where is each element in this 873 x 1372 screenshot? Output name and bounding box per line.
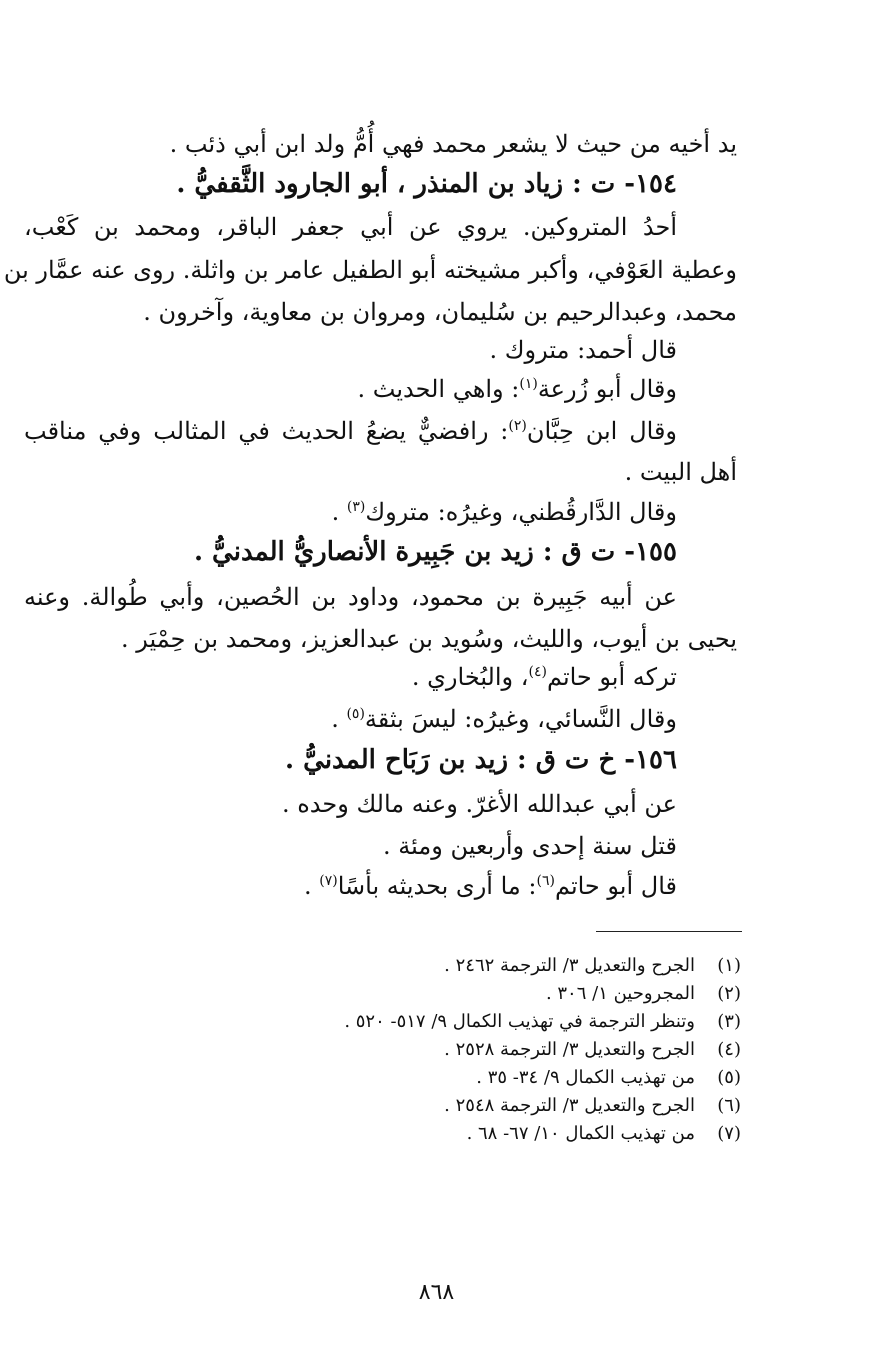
footnote-ref: (١) bbox=[519, 376, 538, 392]
text-segment: : رافضيٌّ يضعُ الحديث في المثالب وفي مناقب bbox=[24, 417, 509, 445]
footnote-text: وتنظر الترجمة في تهذيب الكمال ٩/ ٥١٧- ٥٢٠ . bbox=[344, 1011, 695, 1032]
footnote-ref: (٦) bbox=[536, 873, 555, 889]
entry-heading-156: ١٥٦- خ ت ق : زيد بن رَبَاح المدنيُّ . bbox=[285, 745, 677, 775]
footnote-text: الجرح والتعديل ٣/ الترجمة ٢٥٢٨ . bbox=[444, 1039, 695, 1060]
footnote-ref: (٣) bbox=[346, 499, 366, 515]
text-segment: وقال الدَّارقُطني، وغيرُه: متروك bbox=[365, 498, 677, 526]
text-line bbox=[24, 414, 677, 448]
footnote bbox=[444, 1037, 741, 1063]
footnote-number: (٥) bbox=[717, 1067, 741, 1088]
footnote-text: الجرح والتعديل ٣/ الترجمة ٢٥٤٨ . bbox=[444, 1095, 695, 1116]
footnote-divider bbox=[596, 931, 742, 932]
text-line: يحيى بن أيوب، والليث، وسُويد بن عبدالعزيز، ومحمد بن حِمْيَر . bbox=[121, 625, 737, 653]
text-segment: وقال أبو زُرعة bbox=[537, 375, 677, 403]
text-segment: . bbox=[331, 498, 347, 526]
footnote-text: المجروحين ١/ ٣٠٦ . bbox=[545, 983, 695, 1004]
footnote bbox=[344, 1009, 741, 1035]
text-segment: ، والبُخاري . bbox=[411, 663, 529, 691]
entry-heading-154: ١٥٤- ت : زياد بن المنذر ، أبو الجارود الثَّقفيُّ . bbox=[176, 169, 677, 199]
footnote-number: (٢) bbox=[717, 983, 741, 1004]
footnote-ref: (٢) bbox=[508, 418, 527, 434]
text-line: وعطية العَوْفي، وأكبر مشيخته أبو الطفيل عامر بن واثلة. روى عنه عمَّار بن bbox=[3, 256, 737, 284]
text-segment: تركه أبو حاتم bbox=[546, 663, 677, 691]
text-line: يد أخيه من حيث لا يشعر محمد فهي أُمُّ ولد ابن أبي ذئب . bbox=[169, 130, 737, 158]
text-segment: . bbox=[331, 705, 347, 733]
footnote-text: الجرح والتعديل ٣/ الترجمة ٢٤٦٢ . bbox=[444, 955, 695, 976]
footnote-ref: (٥) bbox=[346, 706, 365, 722]
text-segment: قال أبو حاتم bbox=[554, 872, 677, 900]
page-number: ٨٦٨ bbox=[418, 1280, 455, 1305]
text-segment: : واهي الحديث . bbox=[357, 375, 520, 403]
text-line: عن أبيه جَبِيرة بن محمود، وداود بن الحُصين، وأبي طُوالة. وعنه bbox=[24, 583, 677, 611]
text-line: أهل البيت . bbox=[624, 458, 737, 486]
text-line bbox=[412, 660, 677, 694]
footnote bbox=[546, 981, 741, 1007]
footnote bbox=[467, 1121, 741, 1147]
text-segment: وقال ابن حِبَّان bbox=[526, 417, 678, 445]
footnote bbox=[444, 953, 741, 979]
footnote-number: (٦) bbox=[717, 1095, 741, 1116]
text-line bbox=[358, 372, 678, 406]
text-line: محمد، وعبدالرحيم بن سُليمان، ومروان بن معاوية، وآخرون . bbox=[143, 298, 737, 326]
entry-heading-155: ١٥٥- ت ق : زيد بن جَبِيرة الأنصاريُّ المدنيُّ . bbox=[193, 537, 677, 567]
text-segment: : ما أرى بحديثه بأسًا bbox=[337, 872, 537, 900]
footnote-number: (٧) bbox=[717, 1123, 741, 1144]
text-line: قتل سنة إحدى وأربعين ومئة . bbox=[383, 832, 677, 860]
text-line: عن أبي عبدالله الأغرّ. وعنه مالك وحده . bbox=[281, 790, 677, 818]
footnote-text: من تهذيب الكمال ١٠/ ٦٧- ٦٨ . bbox=[466, 1123, 695, 1144]
text-line bbox=[331, 702, 677, 736]
footnote-number: (٣) bbox=[717, 1011, 741, 1032]
footnote-number: (١) bbox=[717, 955, 741, 976]
footnote bbox=[444, 1093, 741, 1119]
text-line bbox=[304, 869, 677, 903]
text-segment: وقال النَّسائي، وغيرُه: ليسَ بثقة bbox=[364, 705, 677, 733]
text-line: أحدُ المتروكين. يروي عن أبي جعفر الباقر، ومحمد بن كَعْب، bbox=[24, 213, 677, 241]
footnote-number: (٤) bbox=[717, 1039, 741, 1060]
text-line: قال أحمد: متروك . bbox=[489, 336, 677, 364]
footnote-ref: (٧) bbox=[319, 873, 338, 889]
footnote bbox=[476, 1065, 741, 1091]
footnote-text: من تهذيب الكمال ٩/ ٣٤- ٣٥ . bbox=[476, 1067, 695, 1088]
text-segment: . bbox=[303, 872, 320, 900]
text-line bbox=[332, 495, 677, 529]
footnote-ref: (٤) bbox=[528, 664, 547, 680]
